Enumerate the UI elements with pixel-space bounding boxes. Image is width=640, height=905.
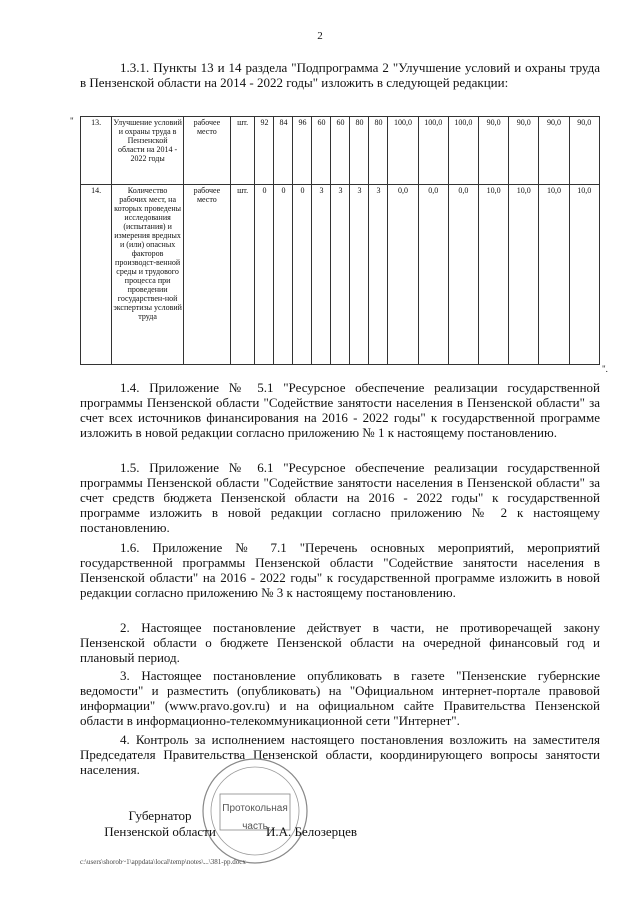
unit-abbr: шт.	[230, 185, 255, 365]
value-cell: 3	[312, 185, 331, 365]
value-cell: 90,0	[509, 117, 539, 185]
value-cell: 10,0	[539, 185, 569, 365]
value-cell: 0	[255, 185, 274, 365]
value-cell: 10,0	[479, 185, 509, 365]
table-row	[81, 185, 600, 365]
paragraph-1-6: 1.6. Приложение № 7.1 "Перечень основных мероприятий, мероприятий государственной программы Пензенской области "Содействие занятости населения в Пензенской области" на 2016 - 2022 годы" к государственной программе изложить в новой редакции согласно приложению № 3 к настоящему постановлению.	[80, 540, 600, 600]
row-number: 13.	[81, 117, 112, 185]
value-cell: 3	[350, 185, 369, 365]
value-cell: 60	[312, 117, 331, 185]
unit-name: рабочее место	[183, 117, 230, 185]
signature-title-line-1: Губернатор	[128, 808, 192, 823]
signature-name: И.А. Белозерцев	[266, 824, 358, 839]
stamp-line-2: часть	[242, 821, 268, 832]
value-cell: 10,0	[509, 185, 539, 365]
value-cell: 84	[274, 117, 293, 185]
value-cell: 90,0	[539, 117, 569, 185]
value-cell: 100,0	[448, 117, 478, 185]
table-open-quote: "	[70, 116, 74, 126]
stamp-line-1: Протокольная	[222, 803, 288, 814]
value-cell: 80	[350, 117, 369, 185]
unit-abbr: шт.	[230, 117, 255, 185]
table-row	[81, 117, 600, 185]
value-cell: 90,0	[479, 117, 509, 185]
value-cell: 3	[331, 185, 350, 365]
value-cell: 80	[369, 117, 388, 185]
value-cell: 60	[331, 117, 350, 185]
indicator-table	[80, 116, 600, 365]
page-number: 2	[317, 30, 323, 42]
file-path-footer: c:\users\shorob~1\appdata\local\temp\notes\...\381-pp.docx	[80, 858, 246, 866]
indicator-name: Улучшение условий и охраны труда в Пензенской области на 2014 - 2022 годы	[112, 117, 184, 185]
value-cell: 0,0	[418, 185, 448, 365]
value-cell: 3	[369, 185, 388, 365]
table-close-quote: ".	[602, 364, 608, 374]
unit-name: рабочее место	[183, 185, 230, 365]
value-cell: 0,0	[448, 185, 478, 365]
value-cell: 0	[293, 185, 312, 365]
indicator-name: Количество рабочих мест, на которых проведены исследования (испытания) и измерения вредных и (или) опасных факторов производст-венной среды и трудового процесса при проведении государствен-ной экспертизы условий труда	[112, 185, 184, 365]
value-cell: 96	[293, 117, 312, 185]
paragraph-1-5: 1.5. Приложение № 6.1 "Ресурсное обеспечение реализации государственной программы Пензенской области "Содействие занятости населения в Пензенской области" за счет средств бюджета Пензенской области на 2016 - 2022 годы" к государственной программе изложить в новой редакции согласно приложению № 2 к настоящему постановлению.	[80, 460, 600, 535]
paragraph-3: 3. Настоящее постановление опубликовать в газете "Пензенские губернские ведомости" и разместить (опубликовать) на "Официальном интернет-портале правовой информации" (www.pravo.gov.ru) и на официальном сайте Правительства Пензенской области в информационно-телекоммуникационной сети "Интернет".	[80, 668, 600, 728]
value-cell: 0	[274, 185, 293, 365]
signature-title-line-2: Пензенской области	[104, 824, 216, 839]
value-cell: 100,0	[388, 117, 418, 185]
value-cell: 90,0	[569, 117, 599, 185]
intro-paragraph: 1.3.1. Пункты 13 и 14 раздела "Подпрограмма 2 "Улучшение условий и охраны труда в Пензенской области на 2014 - 2022 годы" изложить в следующей редакции:	[80, 60, 600, 90]
value-cell: 92	[255, 117, 274, 185]
value-cell: 100,0	[418, 117, 448, 185]
value-cell: 10,0	[569, 185, 599, 365]
paragraph-1-4: 1.4. Приложение № 5.1 "Ресурсное обеспечение реализации государственной программы Пензенской области "Содействие занятости населения в Пензенской области" за счет всех источников финансирования на 2016 - 2022 годы" к государственной программе изложить в новой редакции согласно приложению № 1 к настоящему постановлению.	[80, 380, 600, 440]
signature-title	[80, 808, 240, 840]
row-number: 14.	[81, 185, 112, 365]
paragraph-4: 4. Контроль за исполнением настоящего постановления возложить на заместителя Председателя Правительства Пензенской области, координирующего вопросы занятости населения.	[80, 732, 600, 777]
value-cell: 0,0	[388, 185, 418, 365]
paragraph-2: 2. Настоящее постановление действует в части, не противоречащей закону Пензенской области о бюджете Пензенской области на очередной финансовый год и плановый период.	[80, 620, 600, 665]
